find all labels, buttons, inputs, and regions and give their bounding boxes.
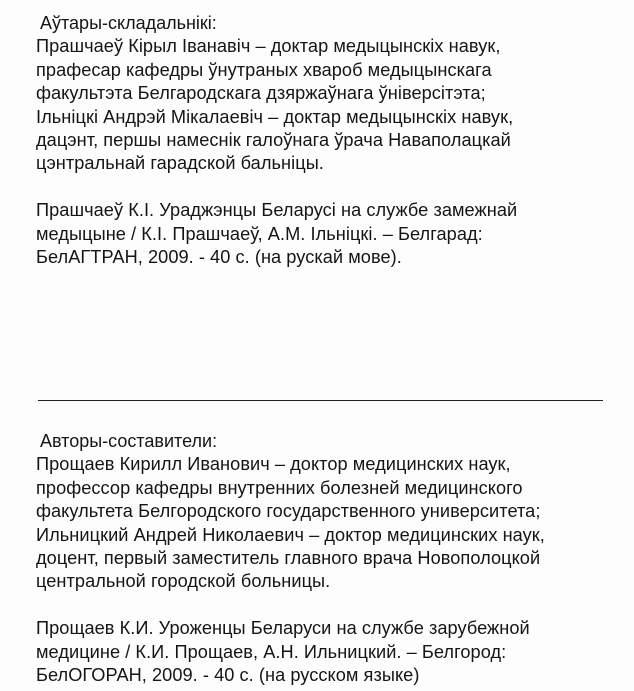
belarusian-citation-line: медыцыне / К.І. Прашчаеў, А.М. Ільніцкі. – Белгарад: bbox=[36, 223, 483, 244]
russian-citation-line: БелОГОРАН, 2009. - 40 с. (на русском языке) bbox=[36, 665, 420, 686]
belarusian-author-line: факультэта Белгародскага дзяржаўнага ўніверсітэта; bbox=[36, 83, 486, 104]
spacer bbox=[36, 594, 626, 617]
belarusian-citation-line: БелАГТРАН, 2009. - 40 с. (на рускай мове). bbox=[36, 247, 402, 268]
russian-author-line: профессор кафедры внутренних болезней медицинского bbox=[36, 477, 523, 498]
russian-author-line: факультета Белгородского государственного университета; bbox=[36, 501, 541, 522]
belarusian-citation-line: Прашчаеў К.І. Ураджэнцы Беларусі на службе замежнай bbox=[36, 200, 518, 221]
belarusian-author-line: цэнтральнай гарадской бальніцы. bbox=[36, 153, 324, 174]
belarusian-author-line: дацэнт, першы намеснік галоўнага ўрача Наваполацкай bbox=[36, 130, 511, 151]
russian-citation-line: медицине / К.И. Прощаев, А.Н. Ильницкий. – Белгород: bbox=[36, 641, 507, 662]
russian-author-line: доцент, первый заместитель главного врача Новополоцкой bbox=[36, 548, 541, 569]
spacer bbox=[36, 176, 626, 199]
belarusian-author-line: Прашчаеў Кірыл Іванавіч – доктар медыцынскіх навук, bbox=[36, 36, 501, 57]
belarusian-author-line: Ільніцкі Андрэй Мікалаевіч – доктар медыцынскіх навук, bbox=[36, 106, 514, 127]
russian-author-line: Ильницкий Андрей Николаевич – доктор медицинских наук, bbox=[36, 524, 545, 545]
section-divider bbox=[38, 400, 603, 401]
russian-citation-line: Прощаев К.И. Уроженцы Беларуси на службе зарубежной bbox=[36, 618, 530, 639]
russian-heading: Авторы-составители: bbox=[40, 431, 218, 451]
belarusian-heading: Аўтары-складальнікі: bbox=[40, 13, 217, 33]
belarusian-section bbox=[36, 12, 626, 269]
belarusian-author-line: прафесар кафедры ўнутраных хвароб медыцынскага bbox=[36, 59, 492, 80]
russian-section bbox=[36, 430, 626, 687]
russian-author-line: центральной городской больницы. bbox=[36, 571, 331, 592]
russian-author-line: Прощаев Кирилл Иванович – доктор медицинских наук, bbox=[36, 454, 511, 475]
